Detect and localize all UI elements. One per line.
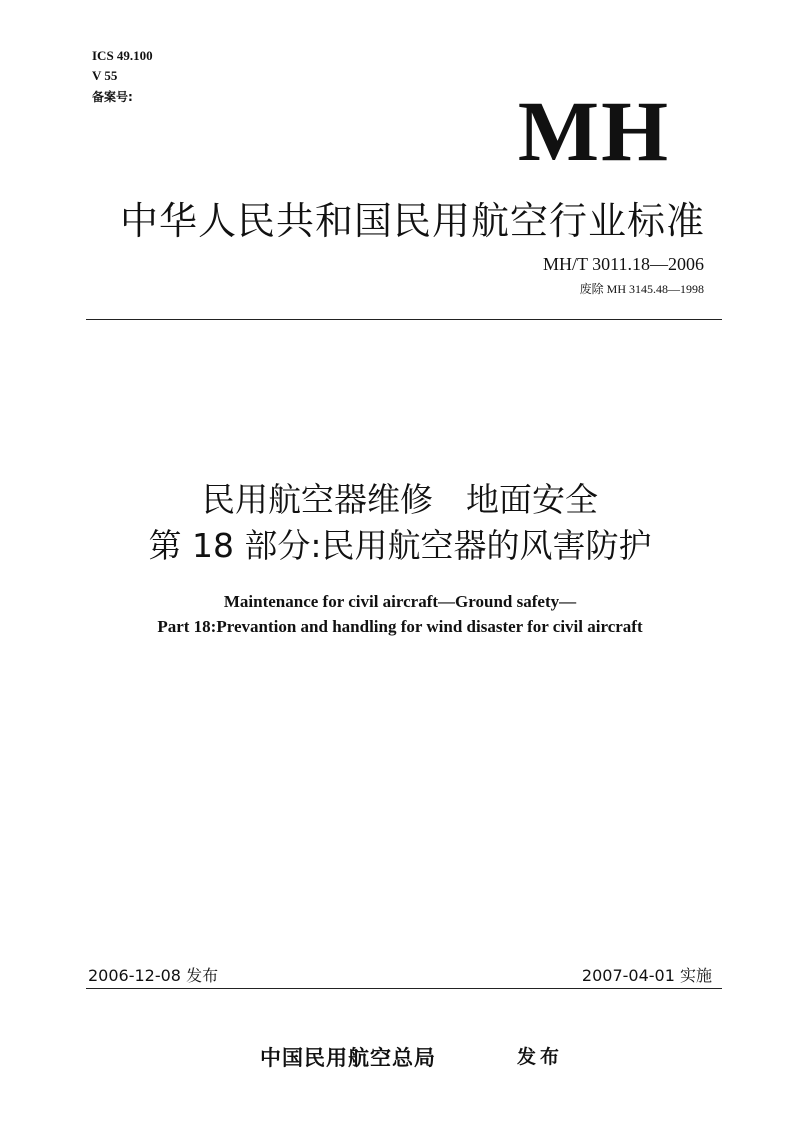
superseded-standard: 废除 MH 3145.48—1998 (579, 282, 704, 296)
ics-code: ICS 49.100 (92, 48, 153, 63)
issue-date: 2006-12-08 发布 (88, 966, 219, 985)
standard-number: MH/T 3011.18—2006 (542, 254, 704, 274)
publisher-name: 中国民用航空总局 (260, 1045, 436, 1070)
chinese-title-line-1: 民用航空器维修 地面安全 (202, 480, 598, 519)
record-number-label: 备案号: (92, 90, 133, 104)
standard-category-title: 中华人民共和国民用航空行业标准 (120, 199, 706, 243)
mh-logo: MH (517, 83, 670, 179)
implementation-date: 2007-04-01 实施 (581, 966, 712, 985)
classification-code: V 55 (92, 68, 118, 83)
english-title-line-2: Part 18:Prevantion and handling for wind disaster for civil aircraft (157, 617, 643, 636)
english-title-line-1: Maintenance for civil aircraft—Ground safety— (223, 592, 577, 611)
publish-label: 发布 (517, 1046, 564, 1068)
footer-divider (86, 988, 722, 989)
chinese-title-line-2: 第 18 部分:民用航空器的风害防护 (148, 526, 652, 565)
header-divider (86, 319, 722, 320)
